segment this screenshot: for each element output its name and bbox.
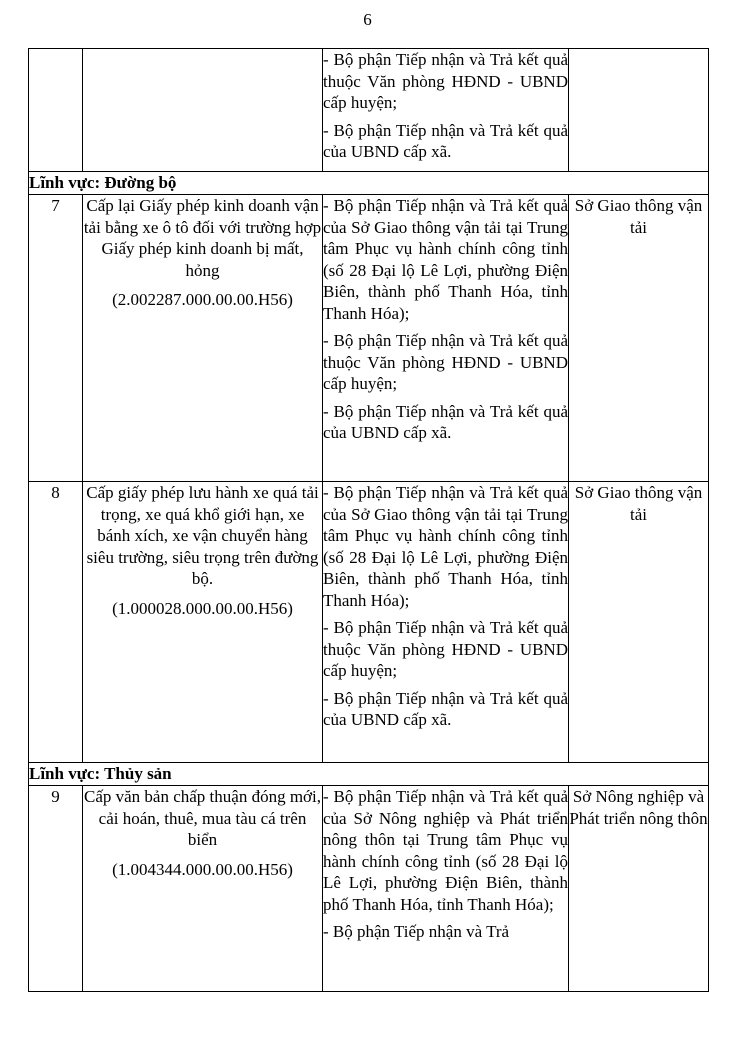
receiving-place-item: - Bộ phận Tiếp nhận và Trả bbox=[323, 922, 510, 941]
receiving-place-item: - Bộ phận Tiếp nhận và Trả kết quả của UBND cấp xã. bbox=[323, 120, 568, 161]
table-row bbox=[29, 49, 709, 172]
agency-cell bbox=[569, 49, 709, 172]
row-number-cell: 8 bbox=[29, 482, 83, 763]
procedure-code: (1.004344.000.00.00.H56) bbox=[112, 859, 293, 879]
receiving-place-item: - Bộ phận Tiếp nhận và Trả kết quả của UBND cấp xã. bbox=[323, 401, 568, 442]
table-row bbox=[29, 482, 709, 763]
procedure-name-cell bbox=[83, 49, 323, 172]
receiving-place-item: - Bộ phận Tiếp nhận và Trả kết quả thuộc Văn phòng HĐND - UBND cấp huyện; bbox=[323, 331, 568, 393]
receiving-place-cell bbox=[323, 482, 569, 763]
receiving-place-cell bbox=[323, 786, 569, 992]
table-row bbox=[29, 195, 709, 482]
row-number-cell: 9 bbox=[29, 786, 83, 992]
receiving-place-item: - Bộ phận Tiếp nhận và Trả kết quả thuộc Văn phòng HĐND - UBND cấp huyện; bbox=[323, 618, 568, 680]
procedure-name-cell bbox=[83, 195, 323, 482]
section-row bbox=[29, 763, 709, 786]
receiving-place-item: - Bộ phận Tiếp nhận và Trả kết quả của Sở Giao thông vận tải tại Trung tâm Phục vụ hành chính công tỉnh (số 28 Đại lộ Lê Lợi, phường Điện Biên, thành phố Thanh Hóa, tỉnh Thanh Hóa); bbox=[323, 483, 568, 610]
receiving-place-cell bbox=[323, 195, 569, 482]
receiving-place-item: - Bộ phận Tiếp nhận và Trả kết quả của UBND cấp xã. bbox=[323, 688, 568, 729]
procedure-code: (2.002287.000.00.00.H56) bbox=[112, 290, 293, 309]
receiving-place-item: - Bộ phận Tiếp nhận và Trả kết quả của Sở Nông nghiệp và Phát triển nông thôn tại Trung tâm Phục vụ hành chính công tỉnh (số 28 Đại lộ Lê Lợi, phường Điện Biên, thành phố Thanh Hóa, tỉnh Thanh Hóa); bbox=[323, 787, 568, 914]
agency-cell: Sở Nông nghiệp và Phát triển nông thôn bbox=[569, 786, 709, 992]
row-number-cell bbox=[29, 49, 83, 172]
row-number-cell: 7 bbox=[29, 195, 83, 482]
procedure-name: Cấp giấy phép lưu hành xe quá tải trọng, xe quá khổ giới hạn, xe bánh xích, xe vận chuyển hàng siêu trường, siêu trọng trên đường bộ. bbox=[86, 483, 319, 588]
table-row bbox=[29, 786, 709, 992]
receiving-place-cell bbox=[323, 49, 569, 172]
procedure-name: Cấp văn bản chấp thuận đóng mới, cải hoán, thuê, mua tàu cá trên biển bbox=[83, 787, 322, 849]
procedure-name-cell bbox=[83, 482, 323, 763]
agency-cell: Sở Giao thông vận tải bbox=[569, 195, 709, 482]
procedure-code: (1.000028.000.00.00.H56) bbox=[112, 598, 293, 618]
section-heading-fishery: Lĩnh vực: Thủy sản bbox=[29, 763, 709, 786]
page-number: 6 bbox=[363, 10, 372, 29]
procedure-name: Cấp lại Giấy phép kinh doanh vận tải bằng xe ô tô đối với trường hợp Giấy phép kinh doanh bị mất, hỏng bbox=[83, 196, 322, 280]
receiving-place-item: - Bộ phận Tiếp nhận và Trả kết quả của Sở Giao thông vận tải tại Trung tâm Phục vụ hành chính công tỉnh (số 28 Đại lộ Lê Lợi, phường Điện Biên, thành phố Thanh Hóa, tỉnh Thanh Hóa); bbox=[323, 196, 568, 323]
procedure-name-cell bbox=[83, 786, 323, 992]
section-row bbox=[29, 172, 709, 195]
agency-cell: Sở Giao thông vận tải bbox=[569, 482, 709, 763]
section-heading-road: Lĩnh vực: Đường bộ bbox=[29, 172, 709, 195]
procedure-table bbox=[28, 48, 709, 992]
receiving-place-item: - Bộ phận Tiếp nhận và Trả kết quả thuộc Văn phòng HĐND - UBND cấp huyện; bbox=[323, 50, 568, 112]
